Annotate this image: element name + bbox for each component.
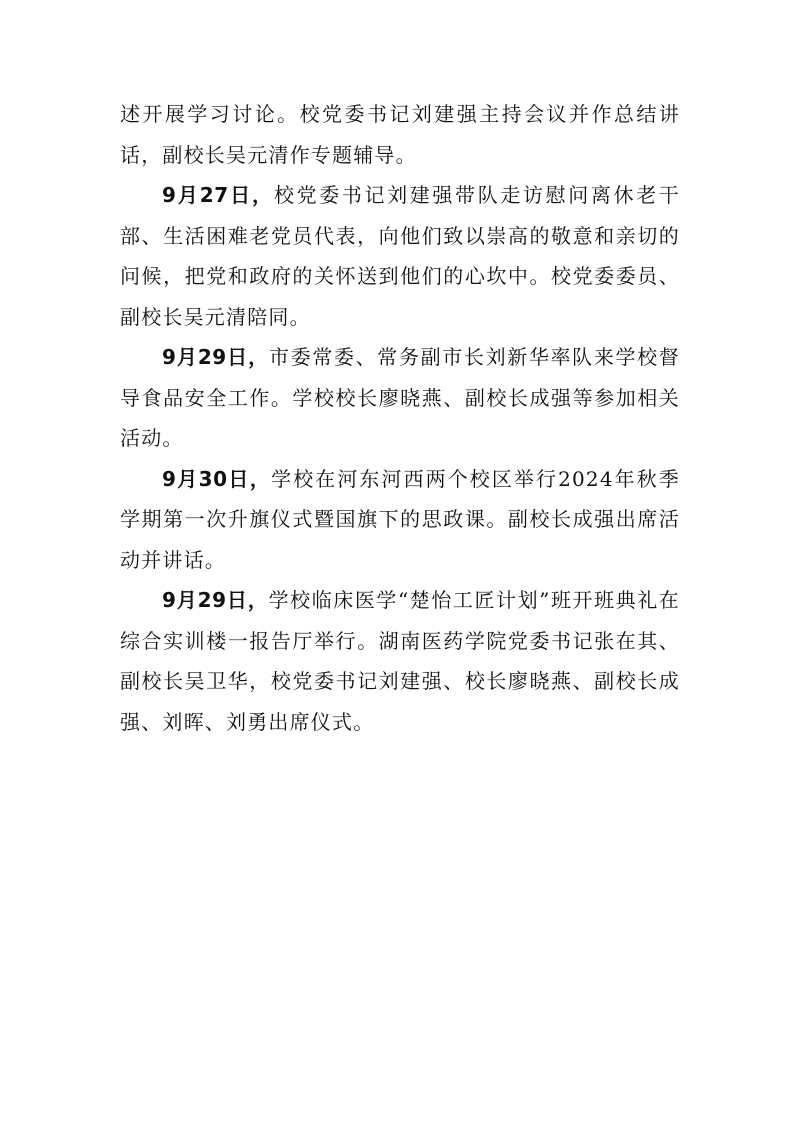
paragraph-continuation (120, 94, 680, 175)
paragraph-text: 校党委书记刘建强带队走访慰问离休老干部、生活困难老党员代表，向他们致以崇高的敬意和亲切的问候，把党和政府的关怀送到他们的心坎中。校党委委员、副校长吴元清陪同。 (120, 183, 681, 329)
paragraph-sep-29-class-opening (120, 580, 680, 742)
paragraph-date: 9月27日， (162, 183, 274, 207)
paragraph-text: 市委常委、常务副市长刘新华率队来学校督导食品安全工作。学校校长廖晓燕、副校长成强等参加相关活动。 (120, 345, 680, 450)
document-body (120, 94, 680, 742)
paragraph-sep-30 (120, 459, 680, 581)
paragraph-date: 9月29日， (162, 588, 269, 612)
paragraph-sep-27 (120, 175, 680, 337)
paragraph-date: 9月29日， (162, 345, 270, 369)
paragraph-sep-29-food-safety (120, 337, 680, 459)
paragraph-text: 学校临床医学“楚怡工匠计划”班开班典礼在综合实训楼一报告厅举行。湖南医药学院党委书记张在其、副校长吴卫华，校党委书记刘建强、校长廖晓燕、副校长成强、刘晖、刘勇出席仪式。 (120, 588, 681, 734)
paragraph-text: 述开展学习讨论。校党委书记刘建强主持会议并作总结讲话，副校长吴元清作专题辅导。 (120, 102, 680, 167)
paragraph-text: 学校在河东河西两个校区举行2024年秋季学期第一次升旗仪式暨国旗下的思政课。副校长成强出席活动并讲话。 (120, 466, 680, 572)
paragraph-date: 9月30日， (162, 466, 272, 491)
